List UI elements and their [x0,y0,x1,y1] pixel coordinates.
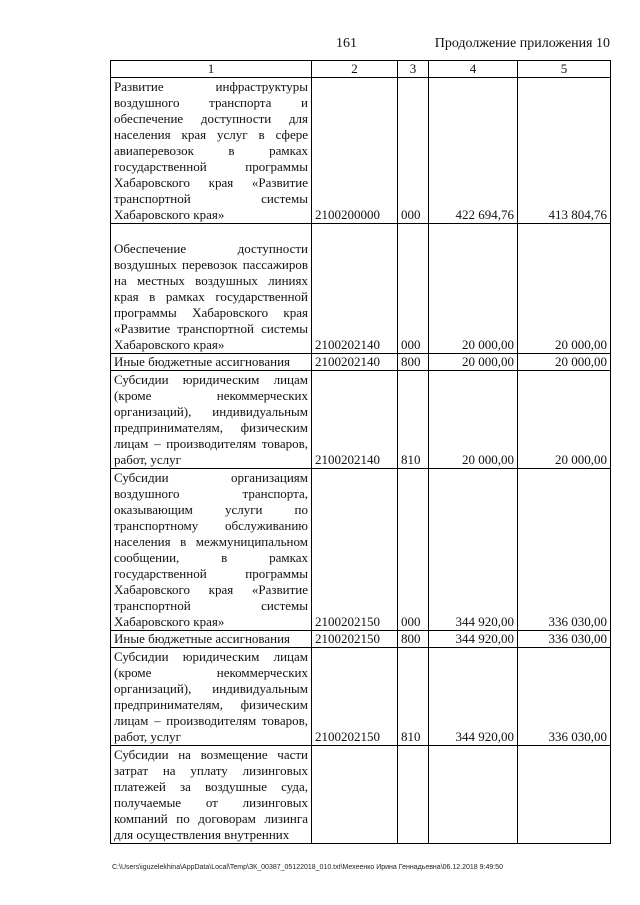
row-code: 2100202140 [312,224,398,354]
table-body [111,78,611,844]
row-code: 2100202150 [312,631,398,648]
page-number: 161 [336,36,357,51]
row-code: 2100200000 [312,78,398,224]
table-row [111,648,611,746]
row-sum-2: 336 030,00 [518,469,611,631]
row-type: 800 [398,354,429,371]
header-row [111,61,611,78]
row-sum-1: 20 000,00 [429,371,518,469]
row-sum-1: 344 920,00 [429,648,518,746]
row-name: Иные бюджетные ассигнования [111,354,312,371]
row-type: 000 [398,224,429,354]
column-header-2: 2 [312,61,398,78]
row-sum-2: 413 804,76 [518,78,611,224]
column-header-3: 3 [398,61,429,78]
table-header [111,61,611,78]
row-sum-2: 20 000,00 [518,371,611,469]
row-code [312,746,398,844]
row-sum-2 [518,746,611,844]
row-name: Иные бюджетные ассигнования [111,631,312,648]
footer-path: C:\Users\iguzelekhina\AppData\Local\Temp\ЗК_00387_05122018_010.txt\Мехеенко Ирина Геннадьевна\06.12.2018 9:49:50 [112,864,503,871]
row-sum-1: 344 920,00 [429,631,518,648]
column-header-4: 4 [429,61,518,78]
row-sum-1 [429,746,518,844]
row-name: Субсидии на возмещение части затрат на уплату лизинговых платежей за воздушные суда, получаемые от лизинговых компаний по договорам лизинга для осуществления внутренних [111,746,312,844]
table-row [111,746,611,844]
row-name: Субсидии юридическим лицам (кроме некоммерческих организаций), индивидуальным предпринимателям, физическим лицам – производителям товаров, работ, услуг [111,648,312,746]
row-name: Обеспечение доступности воздушных перевозок пассажиров на местных воздушных линиях края в рамках государственной программы Хабаровского края «Развитие транспортной системы Хабаровского края» [111,224,312,354]
row-code: 2100202140 [312,354,398,371]
row-type [398,746,429,844]
row-sum-1: 20 000,00 [429,354,518,371]
row-code: 2100202150 [312,648,398,746]
row-code: 2100202140 [312,371,398,469]
row-type: 000 [398,78,429,224]
row-type: 000 [398,469,429,631]
table-row [111,224,611,354]
table-row [111,78,611,224]
row-type: 810 [398,371,429,469]
table-row [111,354,611,371]
row-sum-1: 344 920,00 [429,469,518,631]
row-sum-2: 336 030,00 [518,648,611,746]
table-row [111,371,611,469]
row-type: 810 [398,648,429,746]
column-header-1: 1 [111,61,312,78]
row-code: 2100202150 [312,469,398,631]
row-sum-2: 20 000,00 [518,354,611,371]
row-sum-1: 422 694,76 [429,78,518,224]
column-header-5: 5 [518,61,611,78]
table-row [111,469,611,631]
row-sum-2: 20 000,00 [518,224,611,354]
row-type: 800 [398,631,429,648]
row-sum-1: 20 000,00 [429,224,518,354]
appendix-note: Продолжение приложения 10 [434,36,610,51]
row-name: Субсидии юридическим лицам (кроме некоммерческих организаций), индивидуальным предпринимателям, физическим лицам – производителям товаров, работ, услуг [111,371,312,469]
row-name: Субсидии организациям воздушного транспорта, оказывающим услуги по транспортному обслуживанию населения в межмуниципальном сообщении, в рамках государственной программы Хабаровского края «Развитие транспортной системы Хабаровского края» [111,469,312,631]
row-sum-2: 336 030,00 [518,631,611,648]
row-name: Развитие инфраструктуры воздушного транспорта и обеспечение доступности для населения края услуг в сфере авиаперевозок в рамках государственной программы Хабаровского края «Развитие транспортной системы Хабаровского края» [111,78,312,224]
table-row [111,631,611,648]
budget-table [110,60,611,844]
